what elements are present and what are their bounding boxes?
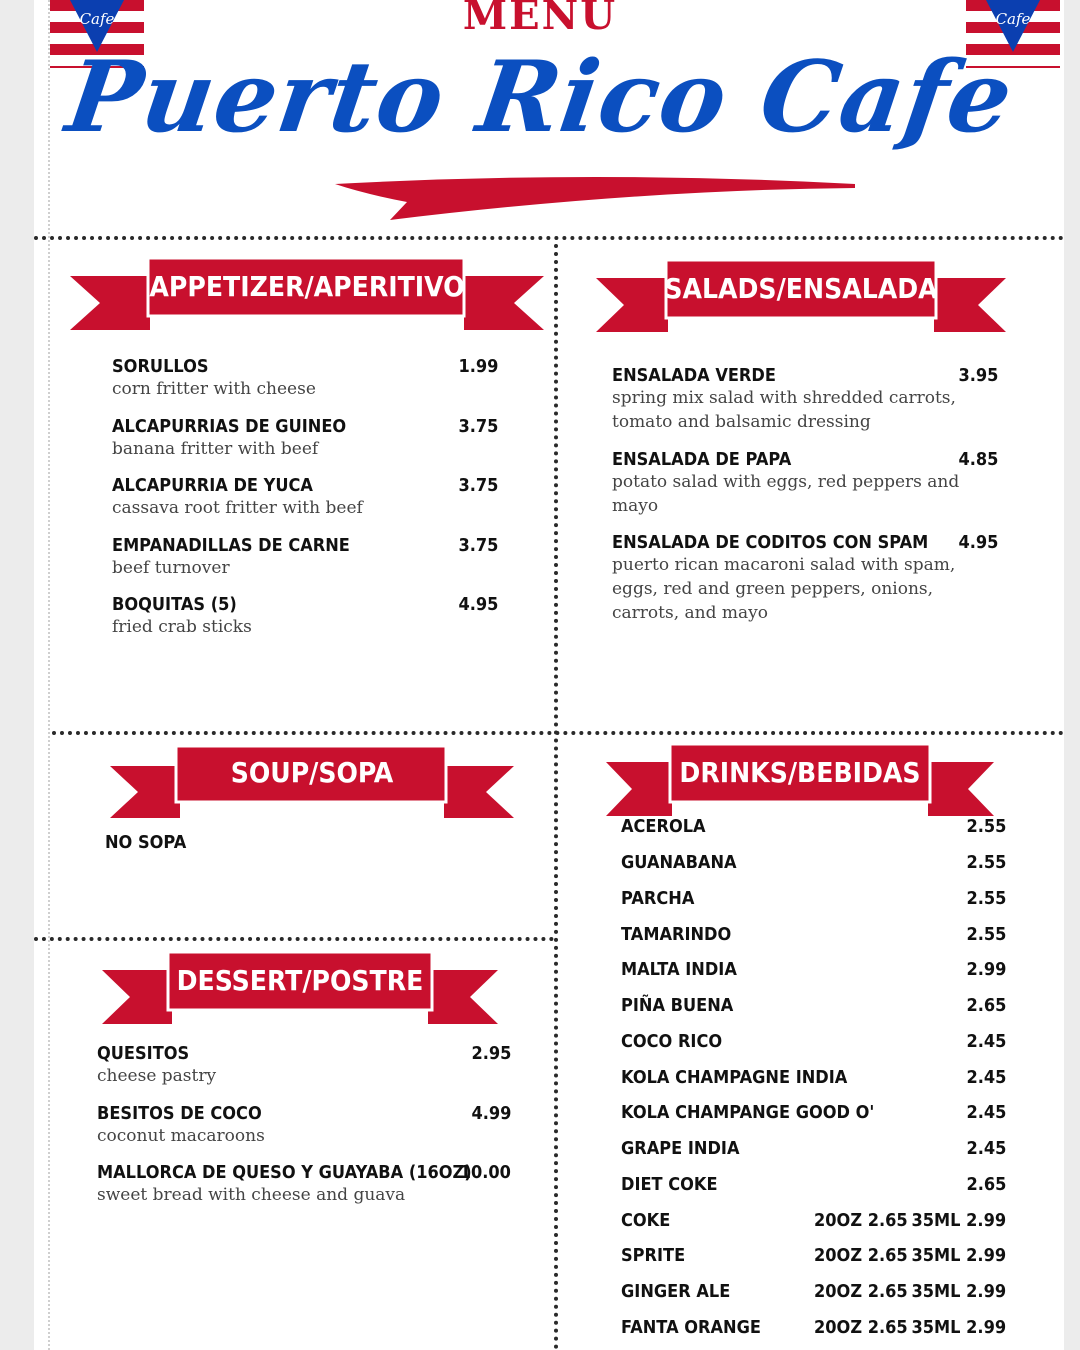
item-name: SORULLOS	[112, 356, 209, 377]
menu-item	[612, 365, 998, 434]
flag-text: Cafe	[79, 10, 115, 28]
item-price: 3.75	[458, 416, 498, 437]
soup-title: SOUP/SOPA	[230, 756, 394, 789]
drink-price: 2.45	[966, 1102, 1006, 1123]
drink-price-small: 20OZ 2.65	[814, 1317, 908, 1338]
item-name: MALLORCA DE QUESO Y GUAYABA (16OZ)	[97, 1162, 472, 1183]
item-price: 10.00	[459, 1162, 511, 1183]
drink-name: FANTA ORANGE	[621, 1317, 761, 1338]
drink-price-small: 20OZ 2.65	[814, 1281, 908, 1302]
drink-name: DIET COKE	[621, 1174, 718, 1195]
item-name: ENSALADA DE CODITOS CON SPAM	[612, 532, 929, 553]
red-swoosh-decoration	[335, 176, 857, 222]
drink-row	[621, 1102, 1006, 1126]
drink-name: PARCHA	[621, 888, 695, 909]
menu-item	[612, 532, 998, 625]
item-description: coconut macaroons	[97, 1126, 265, 1146]
drink-price-small: 20OZ 2.65	[814, 1210, 908, 1231]
salads-banner	[596, 260, 1006, 334]
item-description: cassava root fritter with beef	[112, 498, 363, 518]
drink-price: 2.55	[966, 888, 1006, 909]
menu-item	[112, 416, 498, 461]
item-name: ALCAPURRIAS DE GUINEO	[112, 416, 347, 437]
menu-item	[97, 1043, 511, 1088]
divider-top	[34, 236, 1064, 240]
item-description: beef turnover	[112, 558, 230, 578]
menu-item	[97, 1103, 511, 1148]
item-price: 3.75	[458, 535, 498, 556]
item-price: 4.85	[958, 449, 998, 470]
drink-row	[621, 888, 1006, 912]
drink-row	[621, 1138, 1006, 1162]
drink-row	[621, 1210, 1006, 1234]
drink-row	[621, 924, 1006, 948]
item-description: cheese pastry	[97, 1066, 217, 1086]
drink-price: 2.55	[966, 924, 1006, 945]
item-price: 4.95	[958, 532, 998, 553]
drink-price: 2.65	[966, 995, 1006, 1016]
drink-name: MALTA INDIA	[621, 959, 737, 980]
drink-name: COCO RICO	[621, 1031, 723, 1052]
menu-item	[112, 356, 498, 401]
menu-item	[97, 1162, 511, 1207]
drink-name: ACEROLA	[621, 816, 706, 837]
drink-price: 2.65	[966, 1174, 1006, 1195]
appetizer-title: APPETIZER/APERITIVO	[149, 270, 465, 303]
drink-row	[621, 959, 1006, 983]
menu-item	[112, 535, 498, 580]
item-price: 4.99	[471, 1103, 511, 1124]
item-description: corn fritter with cheese	[112, 379, 316, 399]
appetizer-banner	[70, 258, 544, 332]
item-price: 3.75	[458, 475, 498, 496]
soup-note	[105, 832, 195, 853]
drink-row	[621, 852, 1006, 876]
drink-name: KOLA CHAMPAGNE INDIA	[621, 1067, 848, 1088]
item-name: QUESITOS	[97, 1043, 190, 1064]
menu-item	[112, 594, 498, 639]
divider-soup-dessert	[34, 937, 554, 941]
drink-price-small: 20OZ 2.65	[814, 1245, 908, 1266]
item-price: 1.99	[458, 356, 498, 377]
drink-price: 2.55	[966, 852, 1006, 873]
drink-name: SPRITE	[621, 1245, 686, 1266]
drink-name: GINGER ALE	[621, 1281, 731, 1302]
drink-name: KOLA CHAMPANGE GOOD O'	[621, 1102, 875, 1123]
item-name: ALCAPURRIA DE YUCA	[112, 475, 313, 496]
dessert-title: DESSERT/POSTRE	[176, 964, 424, 997]
menu-item	[612, 449, 998, 518]
drink-row	[621, 1174, 1006, 1198]
item-name: BOQUITAS (5)	[112, 594, 237, 615]
item-description: spring mix salad with shredded carrots, tomato and balsamic dressing	[612, 388, 956, 432]
item-description: sweet bread with cheese and guava	[97, 1185, 406, 1205]
drink-row	[621, 1067, 1006, 1091]
drink-price: 2.45	[966, 1031, 1006, 1052]
item-description: potato salad with eggs, red peppers and mayo	[612, 472, 960, 516]
item-name: EMPANADILLAS DE CARNE	[112, 535, 350, 556]
brand-title: Puerto Rico Cafe	[60, 40, 1020, 155]
drink-name: COKE	[621, 1210, 671, 1231]
item-description: puerto rican macaroni salad with spam, eggs, red and green peppers, onions, carrots, and mayo	[612, 555, 956, 623]
dessert-banner	[102, 952, 498, 1026]
drink-row	[621, 1281, 1006, 1305]
drink-price: 2.45	[966, 1138, 1006, 1159]
item-price: 3.95	[958, 365, 998, 386]
drink-name: PIÑA BUENA	[621, 995, 734, 1016]
soup-banner	[110, 746, 514, 820]
item-name: BESITOS DE COCO	[97, 1103, 262, 1124]
drink-row	[621, 1031, 1006, 1055]
divider-vertical	[554, 244, 558, 1350]
item-description: banana fritter with beef	[112, 439, 319, 459]
drink-price: 35ML 2.99	[911, 1317, 1006, 1338]
menu-heading: MENU	[462, 0, 618, 39]
drink-name: GUANABANA	[621, 852, 737, 873]
drink-name: GRAPE INDIA	[621, 1138, 740, 1159]
divider-middle	[52, 731, 1064, 735]
drink-name: TAMARINDO	[621, 924, 732, 945]
drink-price: 2.45	[966, 1067, 1006, 1088]
drink-row	[621, 995, 1006, 1019]
flag-text: Cafe	[995, 10, 1031, 28]
drink-price: 2.55	[966, 816, 1006, 837]
item-name: ENSALADA VERDE	[612, 365, 776, 386]
item-price: 4.95	[458, 594, 498, 615]
drink-row	[621, 1317, 1006, 1341]
drink-price: 35ML 2.99	[911, 1245, 1006, 1266]
item-description: fried crab sticks	[112, 617, 252, 637]
soup-note-text: NO SOPA	[105, 832, 187, 853]
menu-item	[112, 475, 498, 520]
drink-price: 35ML 2.99	[911, 1210, 1006, 1231]
page-edge	[48, 0, 51, 1350]
drinks-title: DRINKS/BEBIDAS	[679, 756, 921, 789]
salads-title: SALADS/ENSALADA	[664, 272, 938, 305]
drink-row	[621, 816, 1006, 840]
drink-price: 2.99	[966, 959, 1006, 980]
drink-price: 35ML 2.99	[911, 1281, 1006, 1302]
item-name: ENSALADA DE PAPA	[612, 449, 792, 470]
drinks-banner	[606, 744, 994, 818]
item-price: 2.95	[471, 1043, 511, 1064]
drink-row	[621, 1245, 1006, 1269]
